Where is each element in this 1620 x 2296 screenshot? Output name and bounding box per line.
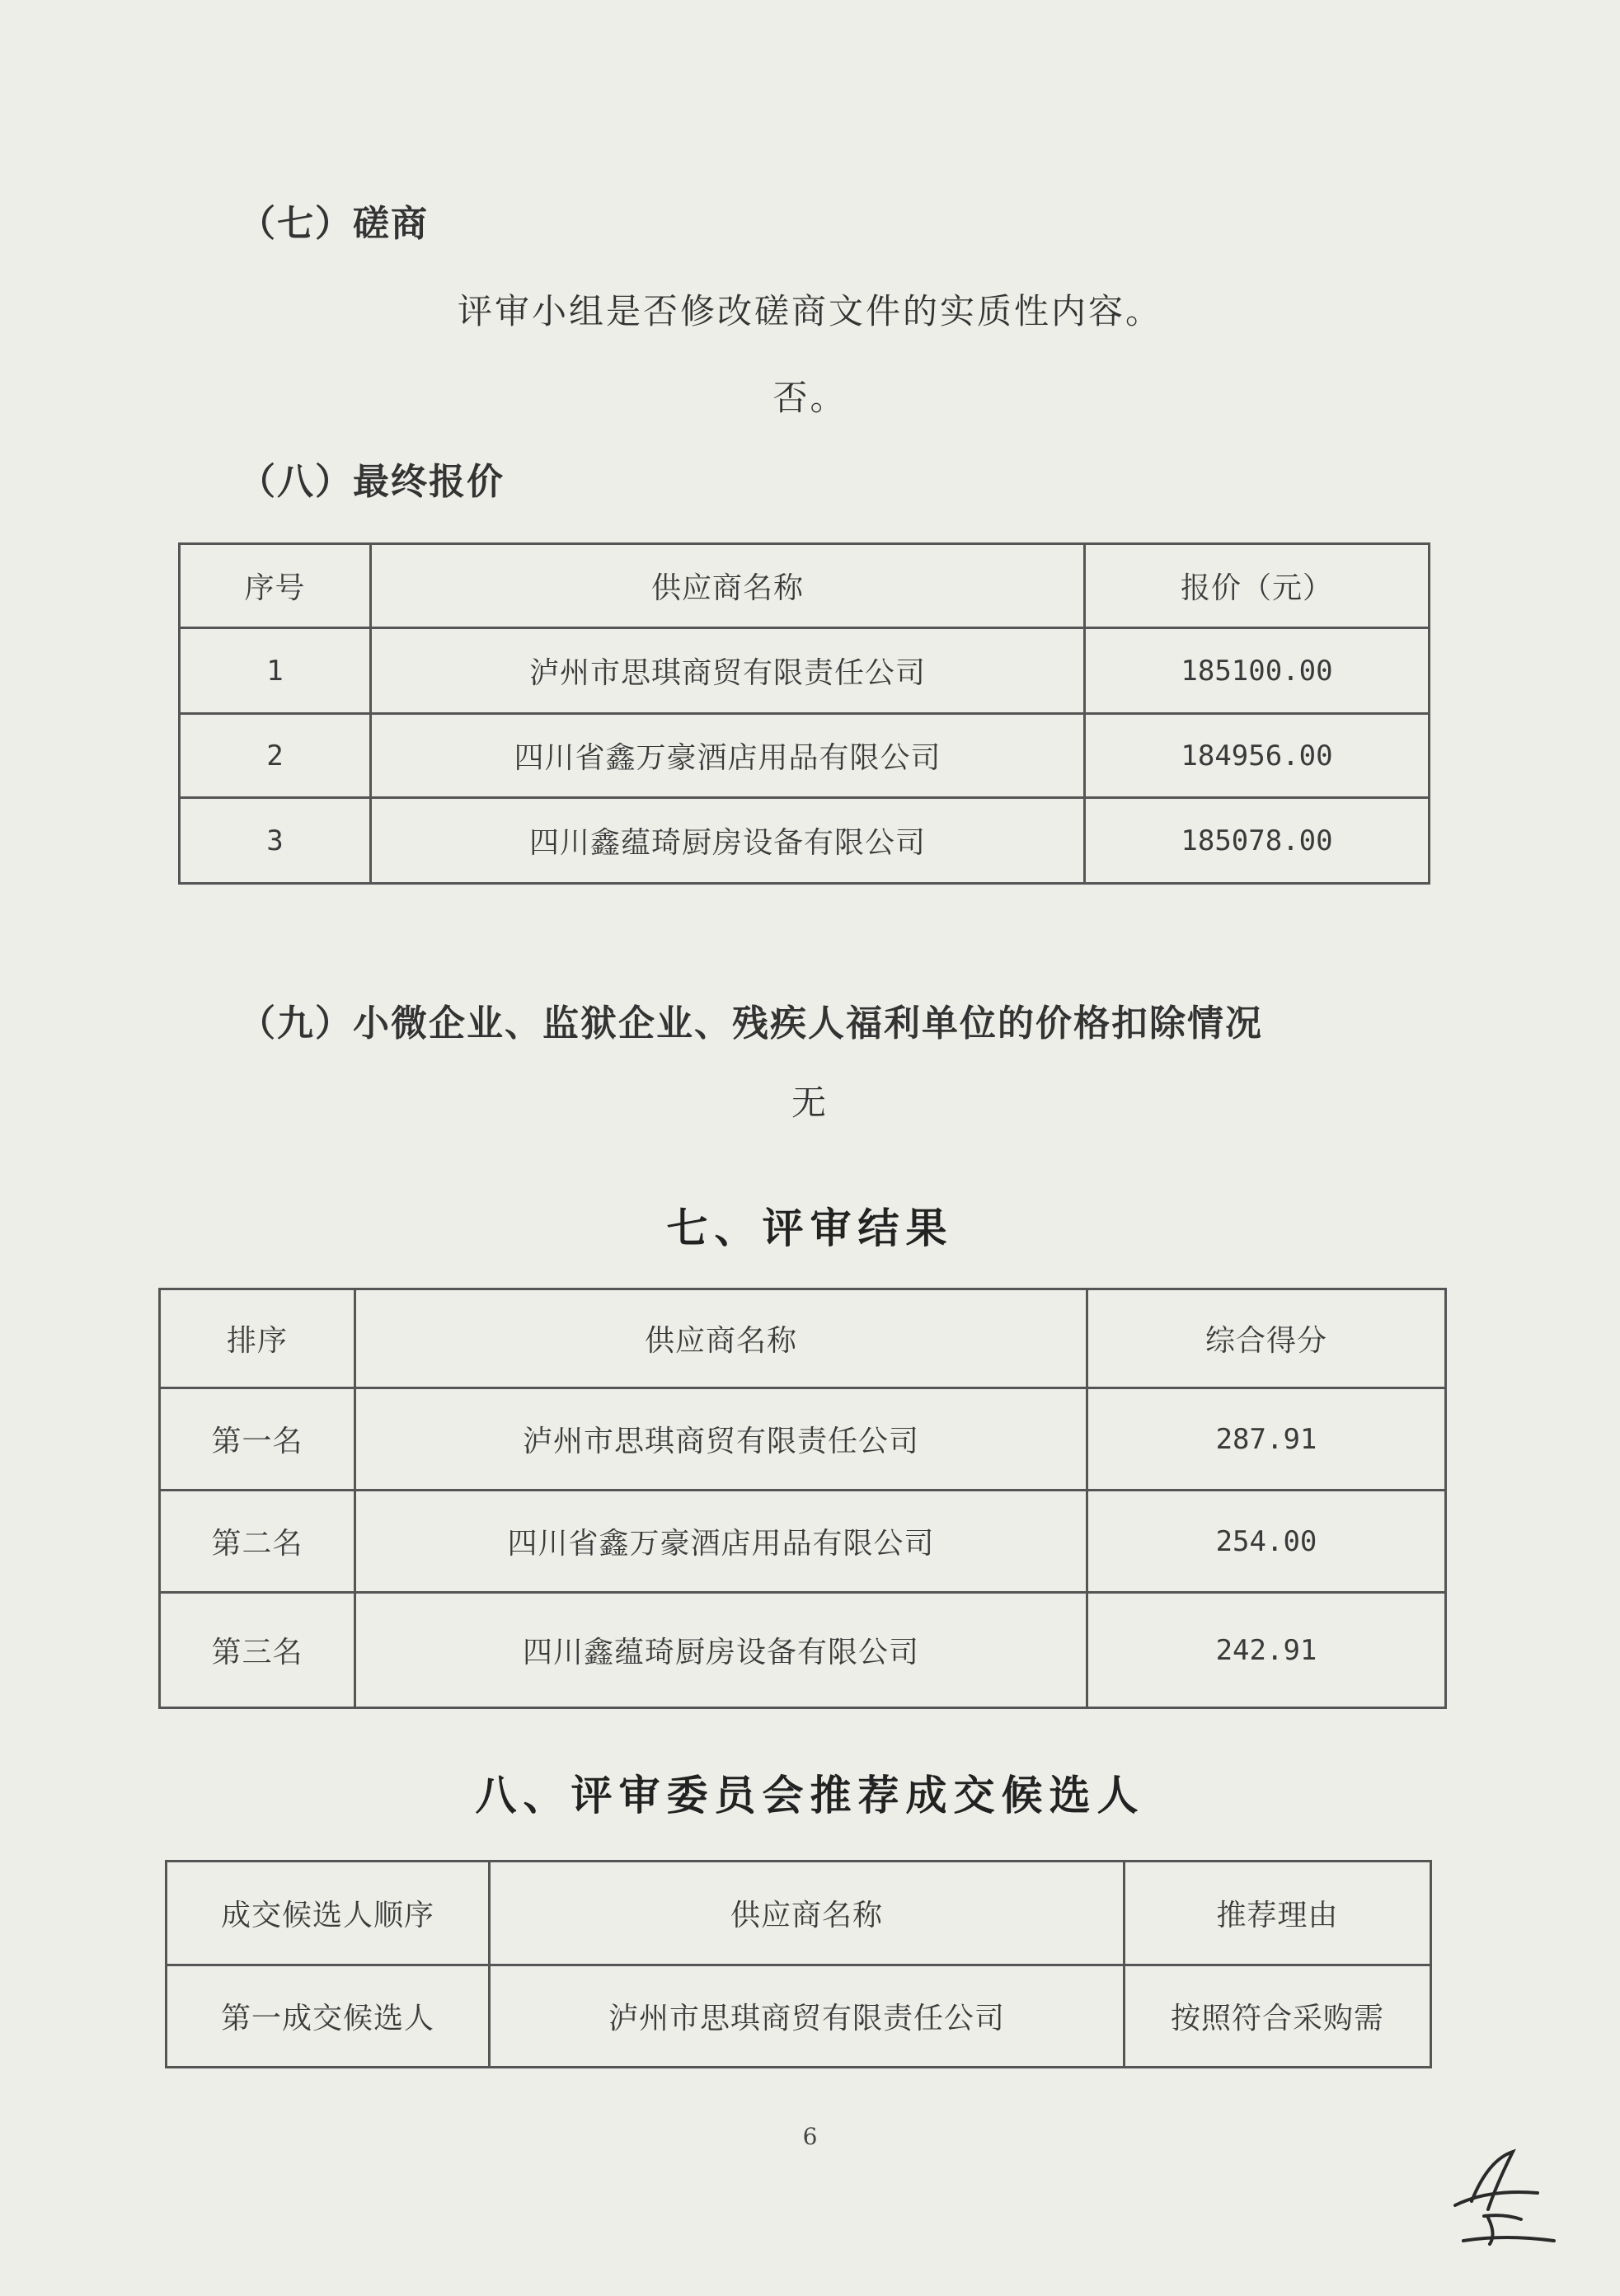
header-cell: 综合得分 xyxy=(1087,1289,1446,1388)
quote-price: 184956.00 xyxy=(1085,714,1430,798)
rank-cell: 第三名 xyxy=(160,1593,355,1708)
header-cell: 报价（元） xyxy=(1085,544,1430,628)
header-cell: 供应商名称 xyxy=(355,1289,1087,1388)
section-7-question: 评审小组是否修改磋商文件的实质性内容。 xyxy=(457,291,1162,331)
page-number: 6 xyxy=(802,2123,818,2150)
header-cell: 供应商名称 xyxy=(490,1862,1125,1965)
row-number: 1 xyxy=(180,628,371,714)
table-row xyxy=(160,1388,1446,1491)
row-number: 3 xyxy=(180,798,371,884)
section-9-heading: （九）小微企业、监狱企业、残疾人福利单位的价格扣除情况 xyxy=(239,1002,1263,1045)
supplier-name: 泸州市思琪商贸有限责任公司 xyxy=(371,628,1085,714)
quote-price: 185078.00 xyxy=(1085,798,1430,884)
section-8-heading: （八）最终报价 xyxy=(239,461,505,503)
score-cell: 287.91 xyxy=(1087,1388,1446,1491)
table-header-row xyxy=(180,544,1430,628)
score-cell: 254.00 xyxy=(1087,1491,1446,1593)
table-row xyxy=(167,1965,1431,2068)
header-cell: 成交候选人顺序 xyxy=(167,1862,490,1965)
table-row xyxy=(180,798,1430,884)
supplier-name: 四川鑫蕴琦厨房设备有限公司 xyxy=(355,1593,1087,1708)
header-cell: 序号 xyxy=(180,544,371,628)
section-7-heading: （七）磋商 xyxy=(239,203,429,245)
supplier-name: 四川省鑫万豪酒店用品有限公司 xyxy=(355,1491,1087,1593)
score-cell: 242.91 xyxy=(1087,1593,1446,1708)
quote-price: 185100.00 xyxy=(1085,628,1430,714)
rank-cell: 第二名 xyxy=(160,1491,355,1593)
header-cell: 推荐理由 xyxy=(1125,1862,1431,1965)
table-row xyxy=(160,1593,1446,1708)
table-header-row xyxy=(160,1289,1446,1388)
table-row xyxy=(160,1491,1446,1593)
candidate-order: 第一成交候选人 xyxy=(167,1965,490,2068)
recommend-title: 八、评审委员会推荐成交候选人 xyxy=(475,1771,1145,1819)
evaluation-results-table xyxy=(158,1288,1447,1709)
results-title: 七、评审结果 xyxy=(666,1204,954,1252)
supplier-name: 泸州市思琪商贸有限责任公司 xyxy=(490,1965,1125,2068)
section-9-answer: 无 xyxy=(791,1082,829,1123)
recommended-candidate-table xyxy=(165,1860,1432,2068)
row-number: 2 xyxy=(180,714,371,798)
supplier-name: 四川鑫蕴琦厨房设备有限公司 xyxy=(371,798,1085,884)
table-row xyxy=(180,714,1430,798)
section-7-answer: 否。 xyxy=(772,378,848,418)
table-row xyxy=(180,628,1430,714)
rank-cell: 第一名 xyxy=(160,1388,355,1491)
handwritten-signature xyxy=(1439,2143,1562,2251)
supplier-name: 四川省鑫万豪酒店用品有限公司 xyxy=(371,714,1085,798)
supplier-name: 泸州市思琪商贸有限责任公司 xyxy=(355,1388,1087,1491)
recommend-reason: 按照符合采购需 xyxy=(1125,1965,1431,2068)
table-header-row xyxy=(167,1862,1431,1965)
header-cell: 排序 xyxy=(160,1289,355,1388)
header-cell: 供应商名称 xyxy=(371,544,1085,628)
final-quote-table xyxy=(178,542,1430,885)
